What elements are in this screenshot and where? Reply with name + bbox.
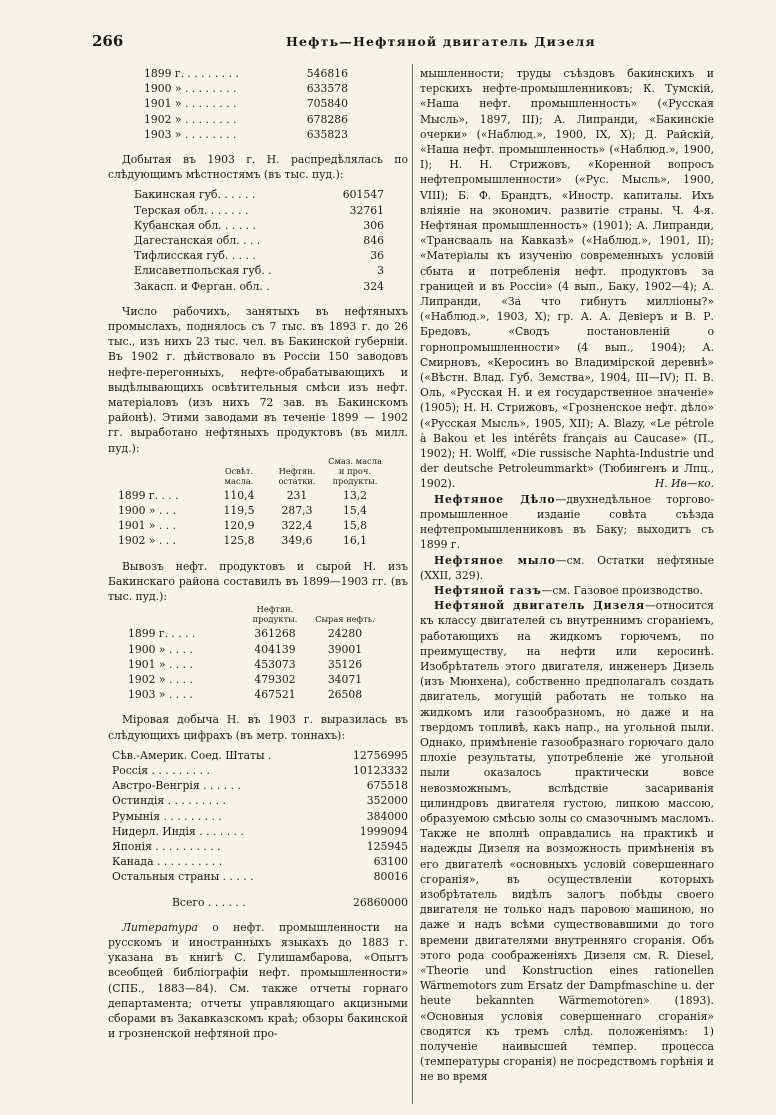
year-label: 1903 » . . . . [128, 688, 193, 702]
country-name: Нидерл. Индія . . . . . . . [112, 824, 244, 838]
country-value: 352000 [366, 794, 408, 808]
region-row [108, 279, 384, 294]
world-row [108, 778, 408, 793]
year-label: 1899 г. . . . . . . . . [144, 67, 239, 80]
region-name: Кубанская обл. . . . . . [134, 218, 256, 232]
literature-continued-text: мышленности; труды съѣздовъ бакинскихъ и терскихъ нефте-промышленниковъ; К. Тумскій, «Наша нефт. промышленность» («Русская Мысль», 1897, III); А. Липранди, «Бакинскіе очерки» («Наблюд.», 1900, IX, X); Д. Райскій, «Наша нефт. промышленность» («Наблюд.», 1900, I); Н. Н. Стрижовъ, «Коренной вопросъ нефтепромышленности» («Рус. Мысль», 1900, VIII); Б. Ф. Брандтъ, «Иностр. капиталы. Ихъ вліяніе на экономич. развитіе страны. Ч. 4-я. Нефтяная промышленность» (1901); А. Липранди, «Трансвааль на Кавказѣ» («Наблюд.», 1901, II); «Матеріалы къ изученію современныхъ условій сбыта и потребленія нефт. продуктовъ за границей и въ Россіи» (4 вып., Баку, 1902—4); А. Липранди, «За что гибнутъ милліоны?» («Наблюд.», 1903, X); гр. А. А. Девіеръ и В. Р. Бредовъ, «Сводъ постановленій о горнопромышленности» (4 вып., 1904); А. Смирновъ, «Керосинъ во Владимірской деревнѣ» («Вѣстн. Влад. Губ. Земства», 1904, III—IV); П. В. Оль, «Русская Н. и ея государственное значеніе» (1905); Н. Н. Стрижовъ, «Грозненское нефт. дѣло» («Русская Мысль», 1905, XII); A. Blazy, «Le pétrole à Bakou et les intérêts français au Caucase» (П., 1902); H. Wolff, «Die russische Naphta-Industrie und der deutsche Petroleummarkt» (Тюбингенъ и Лпц., 1902). [420, 67, 714, 491]
world-total-row [108, 885, 408, 910]
year-label: 1899 г. . . . . [128, 627, 196, 641]
region-value: 36 [370, 249, 384, 263]
country-name: Японія . . . . . . . . . . [112, 839, 221, 853]
production-year-row [108, 112, 348, 127]
author-signature: Н. Ив—ко. [654, 477, 714, 491]
export-row [108, 642, 380, 657]
lighting-oil-value: 125,8 [223, 534, 255, 548]
products-row [108, 518, 384, 533]
production-value: 705840 [306, 97, 348, 111]
world-row [108, 839, 408, 854]
country-value: 80016 [373, 870, 408, 884]
year-label: 1900 » . . . . . . . . [144, 82, 237, 96]
country-value: 675518 [366, 779, 408, 793]
world-total-value: 26860000 [353, 895, 408, 909]
region-value: 846 [363, 234, 384, 248]
lubricants-value: 16,1 [342, 534, 368, 548]
country-name: Румынія . . . . . . . . . [112, 809, 222, 823]
region-name: Закасп. и Ферган. обл. . [134, 279, 270, 293]
year-label: 1899 г. . . . [118, 488, 179, 502]
crude-export-value: 34071 [327, 672, 363, 686]
world-row [108, 869, 408, 884]
page-number: 266 [92, 32, 124, 50]
world-row [108, 824, 408, 839]
products-export-value: 404139 [254, 642, 296, 656]
region-value: 324 [363, 279, 384, 293]
country-value: 125945 [366, 839, 408, 853]
region-value: 306 [363, 218, 384, 232]
year-label: 1902 » . . . . [128, 672, 193, 686]
entry-text: —см. Газовое производство. [541, 583, 703, 597]
region-value: 3 [377, 264, 384, 278]
year-label: 1900 » . . . [118, 504, 177, 518]
production-year-row [108, 66, 348, 81]
year-label: 1903 » . . . . . . . . [144, 127, 237, 141]
production-year-row [108, 127, 348, 142]
country-name: Австро-Венгрія . . . . . . [112, 779, 241, 793]
country-value: 10123332 [353, 763, 408, 777]
production-value: 635823 [306, 127, 348, 141]
lighting-oil-value: 120,9 [223, 519, 255, 533]
country-value: 63100 [373, 855, 408, 869]
year-label: 1901 » . . . [118, 519, 177, 533]
regions-table [108, 187, 384, 293]
crude-export-value: 39001 [327, 642, 363, 656]
crude-export-value: 24280 [327, 627, 363, 641]
region-name: Тифлисская губ. . . . . [134, 249, 256, 263]
country-name: Канада . . . . . . . . . . [112, 855, 223, 869]
products-header-lighting: Освѣт. масла. [224, 465, 254, 486]
products-row [108, 503, 384, 518]
entry-headword: Нефтяной газъ [434, 583, 542, 597]
country-name: Остиндія . . . . . . . . . [112, 794, 226, 808]
entry-diesel-engine [420, 598, 714, 1085]
entry-headword: Нефтяное мыло [434, 553, 556, 567]
region-value: 32761 [349, 203, 384, 217]
residues-value: 287,3 [281, 504, 313, 518]
entry-headword: Нефтяной двигатель Дизеля [434, 599, 645, 613]
production-value: 633578 [306, 82, 348, 96]
entry-neftyanoe-mylo [420, 553, 714, 583]
country-name: Россія . . . . . . . . . [112, 763, 210, 777]
column-divider [412, 64, 413, 1104]
workers-paragraph: Число рабочихъ, занятыхъ въ нефтяныхъ промыслахъ, поднялось съ 7 тыс. въ 1893 г. до 26 тыс., изъ нихъ 23 тыс. чел. въ Бакинской губерніи. Въ 1902 г. дѣйствовало въ Россіи 150 заводовъ нефте-перегонныхъ, нефте-обрабатывающихъ и выдѣлывающихъ освѣтительныя смѣси изъ нефт. матеріаловъ (изъ нихъ 72 зав. въ Бакинскомъ районѣ). Этими заводами въ теченіе 1899 — 1902 гг. выработано нефтяныхъ продуктовъ (въ милл. пуд.): [108, 304, 408, 455]
literature-text: о нефт. промышленности на русскомъ и иностранныхъ языкахъ до 1883 г. указана въ книгѣ С. Гулишамбарова, «Опытъ всеобщей библіографіи нефт. промышленности» (СПБ., 1883—84). См. также отчеты горнаго департамента; отчеты управляющаго акцизными сборами въ Закавказскомъ краѣ; обзоры бакинской и грозненской нефтяной про- [108, 920, 408, 1041]
region-row [108, 203, 384, 218]
region-row [108, 187, 384, 202]
literature-title: Литература [122, 920, 198, 934]
production-year-row [108, 96, 348, 111]
region-name: Терская обл. . . . . . . [134, 203, 249, 217]
export-table [108, 604, 380, 702]
literature-continued [420, 66, 714, 492]
products-export-value: 361268 [254, 627, 296, 641]
production-by-year-table [108, 66, 348, 142]
region-name: Бакинская губ. . . . . . [134, 188, 256, 202]
region-row [108, 263, 384, 278]
country-name: Сѣв.-Америк. Соед. Штаты . [112, 748, 272, 762]
right-column [420, 66, 714, 1085]
entry-neftyanoe-delo [420, 492, 714, 553]
lighting-oil-value: 110,4 [223, 488, 255, 502]
world-row [108, 793, 408, 808]
region-row [108, 233, 384, 248]
entry-text: —двухнедѣльное торгово-промышленное изданіе совѣта съѣзда нефтепромышленниковъ въ Баку; выходитъ съ 1899 г. [420, 492, 714, 552]
year-label: 1901 » . . . . . . . . [144, 97, 237, 111]
world-row [108, 763, 408, 778]
products-row [108, 488, 384, 503]
products-export-value: 453073 [254, 657, 296, 671]
region-name: Елисаветпольская губ. . [134, 264, 272, 278]
lighting-oil-value: 119,5 [223, 504, 255, 518]
lubricants-value: 15,8 [342, 519, 368, 533]
distribution-intro: Добытая въ 1903 г. Н. распредѣлялась по слѣдующимъ мѣстностямъ (въ тыс. пуд.): [108, 153, 408, 182]
year-label: 1902 » . . . . . . . . [144, 112, 237, 126]
crude-export-value: 26508 [327, 688, 363, 702]
region-row [108, 218, 384, 233]
region-value: 601547 [342, 188, 384, 202]
export-header-crude: Сырая нефть. [315, 614, 375, 625]
country-value: 12756995 [353, 748, 408, 762]
country-value: 1999094 [359, 824, 408, 838]
entry-headword: Нефтяное Дѣло [434, 492, 556, 506]
residues-value: 349,6 [281, 534, 313, 548]
world-total-label: Всего . . . . . . [172, 895, 246, 909]
production-year-row [108, 81, 348, 96]
production-value: 678286 [306, 112, 348, 126]
year-label: 1902 » . . . [118, 534, 177, 548]
products-header-lubricants: Смаз. масла и проч. продукты. [328, 455, 382, 486]
literature-paragraph [108, 920, 408, 1042]
production-value: 546816 [306, 67, 348, 80]
export-row [108, 687, 380, 702]
crude-export-value: 35126 [327, 657, 363, 671]
world-intro: Мiровая добыча Н. въ 1903 г. выразилась въ слѣдующихъ цифрахъ (въ метр. тоннахъ): [108, 713, 408, 742]
export-intro: Вывозъ нефт. продуктовъ и сырой Н. изъ Бакинскаго района составилъ въ 1899—1903 гг. (въ тыс. пуд.): [108, 559, 408, 604]
lubricants-value: 13,2 [342, 488, 368, 502]
world-production-table [108, 748, 408, 910]
products-table [108, 456, 384, 549]
year-label: 1900 » . . . . [128, 642, 193, 656]
export-row [108, 672, 380, 687]
region-name: Дагестанская обл. . . . [134, 234, 261, 248]
left-column [108, 66, 408, 1041]
year-label: 1901 » . . . . [128, 657, 193, 671]
entry-text: —относится къ классу двигателей съ внутреннимъ сгораніемъ, работающихъ на жидкомъ горючемъ, по преимуществу, на нефти или керосинѣ. Изобрѣтатель этого двигателя, инженеръ Дизель (изъ Мюнхена), собственно предполагалъ создать двигатель, могущій работать не только на жидкомъ или газообразномъ, но даже и на твердомъ топливѣ, какъ напр., на угольной пыли. Однако, примѣненіе газообразнаго горючаго дало плохіе результаты, употребленіе же угольной пыли оказалось практически вовсе невозможнымъ, вслѣдствіе засариванія цилиндровъ двигателя густою, липкою массою, образуемою смѣсью золы со смазочнымъ масломъ. Также не вполнѣ оправдались на практикѣ и надежды Дизеля на возможность примѣненія въ его двигателѣ «основныхъ условій совершеннаго сгоранія», въ осуществленіи которыхъ изобрѣтатель видѣлъ залогъ побѣды своего двигателя не только надъ паровою машиною, но даже и надъ всѣми существовавшими до того времени двигателями внутренняго сгоранія. Объ этого рода соображеніяхъ Дизеля см. R. Diesel, «Theorie und Konstruction eines rationellen Wärmemotors zum Ersatz der Dampfmaschine u. der heute bekannten Wärmemotoren» (1893). «Основныя условія совершеннаго сгоранія» сводятся къ тремъ слѣд. положеніямъ: 1) полученіе наивысшей темпер. процесса (температуры сгоранія) не посредствомъ горѣнія и не во время [420, 599, 714, 1084]
export-row [108, 626, 380, 641]
products-export-value: 467521 [254, 688, 296, 702]
residues-value: 231 [286, 488, 308, 502]
entry-text: —см. Остатки нефтяные (XXII, 329). [420, 553, 714, 582]
world-row [108, 748, 408, 763]
lubricants-value: 15,4 [342, 504, 368, 518]
residues-value: 322,4 [281, 519, 313, 533]
region-row [108, 248, 384, 263]
country-name: Остальныя страны . . . . . [112, 870, 254, 884]
export-row [108, 657, 380, 672]
export-header-products: Нефтян. продукты. [252, 604, 298, 625]
country-value: 384000 [366, 809, 408, 823]
products-row [108, 533, 384, 548]
products-header-residues: Нефтян. остатки. [278, 465, 316, 486]
entry-neftyanoi-gaz [420, 583, 714, 598]
world-row [108, 854, 408, 869]
products-export-value: 479302 [254, 672, 296, 686]
running-title: Нефть—Нефтяной двигатель Дизеля [286, 34, 596, 49]
world-row [108, 809, 408, 824]
